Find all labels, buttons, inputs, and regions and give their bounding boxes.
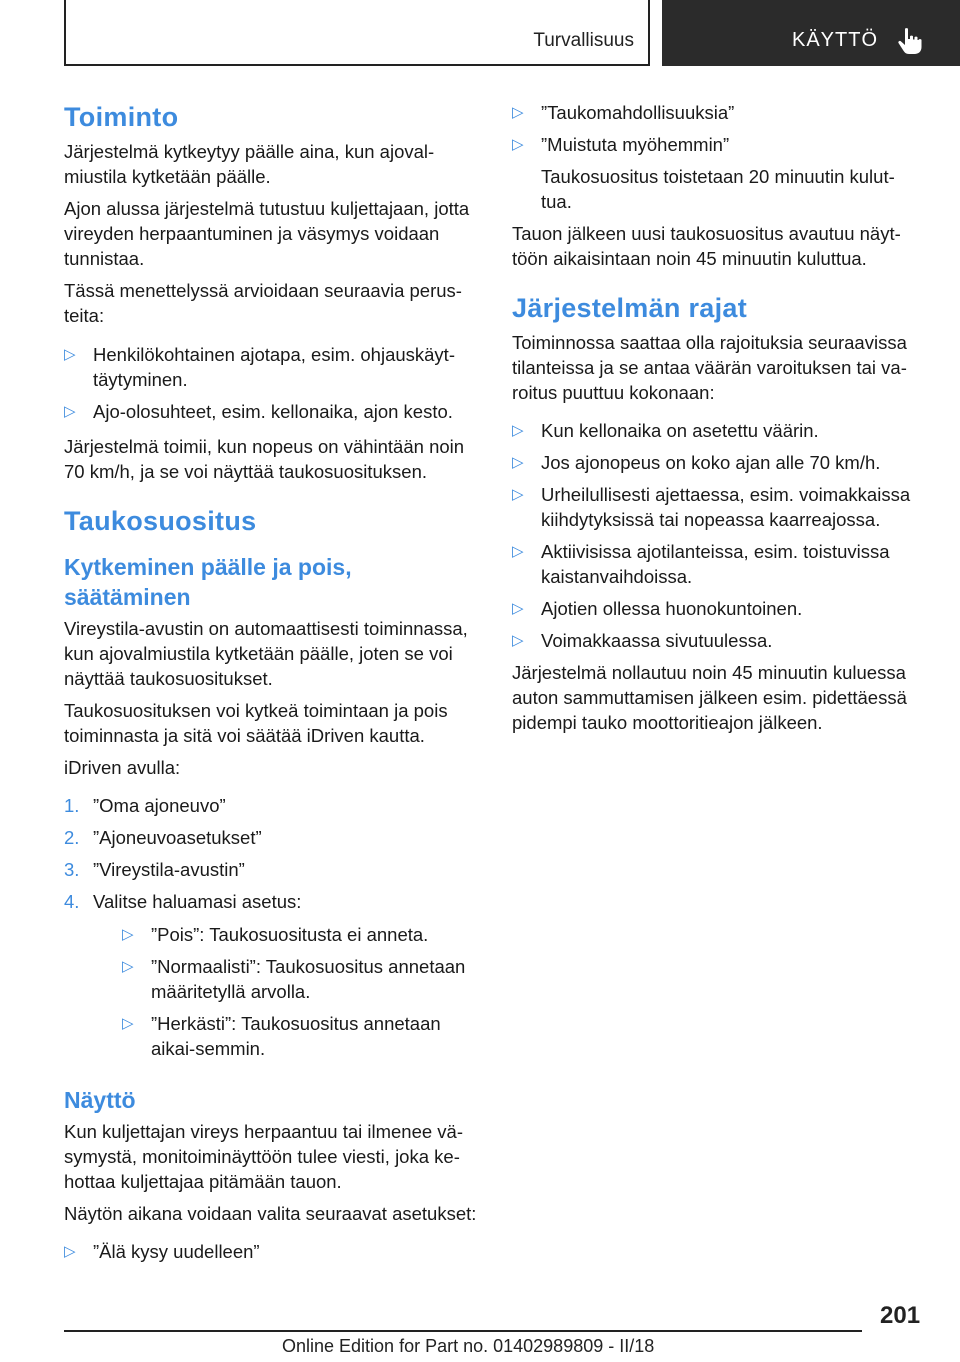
paragraph: Taukosuosituksen voi kytkeä toimintaan ja pois toiminnasta ja sitä voi säätää iDriven kautta. [64, 700, 448, 746]
subheading-kytkeminen: Kytkeminen päälle ja pois, säätäminen [64, 554, 352, 610]
bullet-marker: ▷ [512, 454, 524, 471]
bullet-marker: ▷ [64, 1243, 76, 1260]
step-item: 2. ”Ajoneuvoasetukset” [64, 827, 262, 848]
list-item: ▷ Urheilullisesti ajettaessa, esim. voimakkaissa kiihdytyksissä tai nopeassa kaarreajossa. [512, 484, 911, 530]
list-item: ▷ ”Pois”: Taukosuositusta ei anneta. [122, 924, 429, 945]
paragraph: Järjestelmä toimii, kun nopeus on vähintään noin 70 km/h, ja se voi näyttää taukosuosituksen. [64, 436, 465, 482]
paragraph: Järjestelmä kytkeytyy päälle aina, kun ajoval-miustila kytketään päälle. [64, 141, 435, 187]
list-item: ▷ Kun kellonaika on asetettu väärin. [512, 420, 819, 441]
footer-edition: Online Edition for Part no. 01402989809 - II/18 [282, 1336, 655, 1356]
list-item: ▷ ”Herkästi”: Taukosuositus annetaan aikai-semmin. [122, 1013, 441, 1059]
heading-jarjestelman-rajat: Järjestelmän rajat [512, 293, 748, 323]
left-column [64, 100, 480, 1271]
paragraph: iDriven avulla: [64, 757, 181, 778]
heading-taukosuositus: Taukosuositus [64, 506, 257, 536]
list-item: ▷ Ajotien ollessa huonokuntoinen. [512, 598, 803, 619]
hand-pointer-icon [897, 27, 923, 55]
paragraph: Järjestelmä nollautuu noin 45 minuutin kuluessa auton sammuttamisen jälkeen esim. pidettäessä pidempi tauko moottoritieajon jälkeen. [512, 662, 907, 733]
footer-divider [64, 1330, 862, 1332]
bullet-marker: ▷ [512, 600, 524, 617]
list-item: ▷ ”Normaalisti”: Taukosuositus annetaan määritetyllä arvolla. [122, 956, 466, 1002]
bullet-marker: ▷ [64, 403, 76, 420]
bullet-marker: ▷ [122, 958, 134, 975]
bullet-marker: ▷ [512, 632, 524, 649]
section-title: Turvallisuus [533, 30, 634, 51]
bullet-marker: ▷ [512, 136, 524, 153]
subheading-naytto: Näyttö [64, 1087, 136, 1113]
list-item: ▷ Aktiivisissa ajotilanteissa, esim. toistuvissa kaistanvaihdoissa. [512, 541, 890, 587]
paragraph: Vireystila-avustin on automaattisesti toiminnassa, kun ajovalmiustila kytketään päälle, joten se voi näyttää taukosuositukset. [64, 618, 468, 689]
bullet-marker: ▷ [512, 486, 524, 503]
chapter-title: KÄYTTÖ [792, 29, 879, 51]
heading-toiminto: Toiminto [64, 102, 179, 132]
bullet-marker: ▷ [64, 346, 76, 363]
list-item: ▷ Ajo-olosuhteet, esim. kellonaika, ajon kesto. [64, 401, 453, 422]
right-column [512, 100, 922, 742]
step-item: 4. Valitse haluamasi asetus: ▷ ”Pois”: Taukosuositusta ei anneta. ▷ ”Normaalisti”: Taukosuositus annetaan määritetyllä arvolla. ▷ ”Herkästi”: Taukosuositus annetaan aikai-semmin. [64, 889, 480, 1061]
paragraph: Tässä menettelyssä arvioidaan seuraavia perus-teita: [64, 280, 462, 326]
step-item: 1. ”Oma ajoneuvo” [64, 795, 226, 816]
list-item: ▷ ”Älä kysy uudelleen” [64, 1241, 260, 1262]
list-item: ▷ ”Taukomahdollisuuksia” [512, 102, 735, 123]
list-item: ▷ Jos ajonopeus on koko ajan alle 70 km/h. [512, 452, 881, 473]
bullet-marker: ▷ [512, 422, 524, 439]
chapter-tab[interactable] [662, 0, 960, 66]
paragraph: Kun kuljettajan vireys herpaantuu tai ilmenee vä-symystä, monitoiminäyttöön tulee viesti, joka ke-hottaa kuljettajaa pitämään tauon. [64, 1121, 464, 1192]
step-item: 3. ”Vireystila-avustin” [64, 859, 245, 880]
page-number: 201 [880, 1302, 921, 1329]
bullet-marker: ▷ [122, 1015, 134, 1032]
paragraph: Näytön aikana voidaan valita seuraavat asetukset: [64, 1203, 477, 1224]
paragraph: Toiminnossa saattaa olla rajoituksia seuraavissa tilanteissa ja se antaa väärän varoituksen tai va-roitus puuttuu kokonaan: [512, 332, 907, 403]
paragraph: Tauon jälkeen uusi taukosuositus avautuu näyt-töön aikaisintaan noin 45 minuutin kuluttua. [512, 223, 901, 269]
bullet-marker: ▷ [122, 926, 134, 943]
bullet-marker: ▷ [512, 543, 524, 560]
paragraph: Taukosuositus toistetaan 20 minuutin kulut-tua. [541, 166, 895, 212]
list-item: ▷ Voimakkaassa sivutuulessa. [512, 630, 773, 651]
list-item: ▷ Henkilökohtainen ajotapa, esim. ohjauskäyt-täytyminen. [64, 344, 455, 390]
header-section-frame [64, 0, 650, 66]
paragraph: Ajon alussa järjestelmä tutustuu kuljettajaan, jotta vireyden herpaantuminen ja väsymys voidaan tunnistaa. [64, 198, 470, 269]
bullet-marker: ▷ [512, 104, 524, 121]
list-item: ▷ ”Muistuta myöhemmin” [512, 134, 730, 155]
